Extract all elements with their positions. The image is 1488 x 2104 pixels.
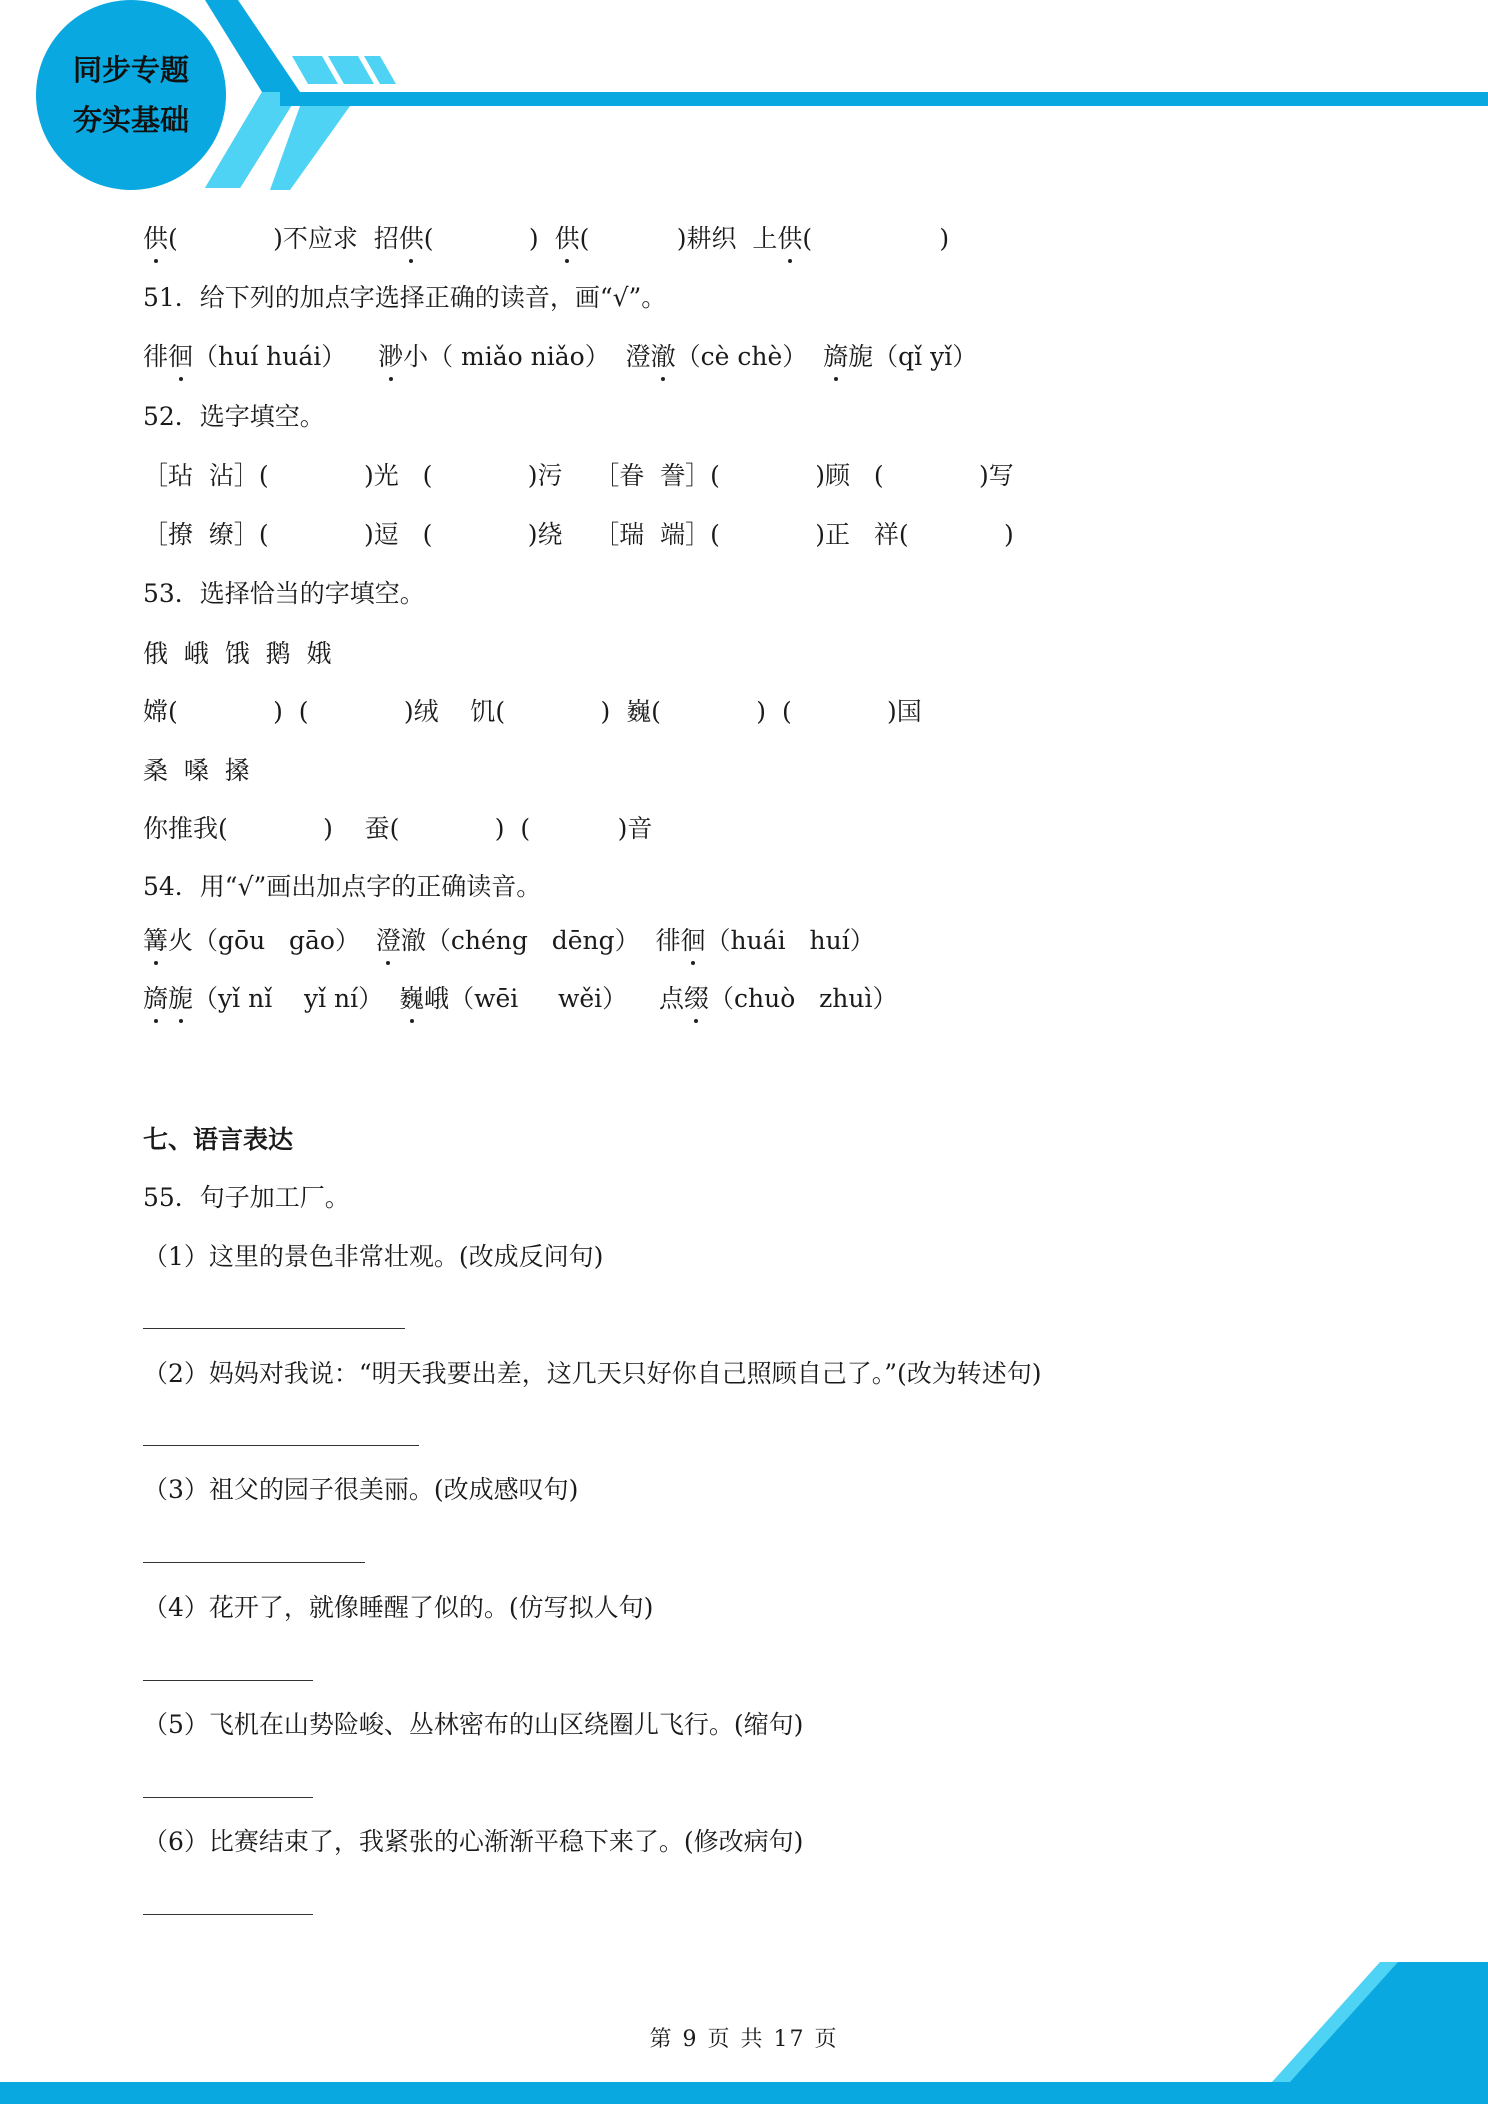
text-line xyxy=(143,637,332,671)
emphasis-dot-char: 澈 xyxy=(651,340,676,374)
text-segment: （6）比赛结束了，我紧张的心渐渐平稳下来了。(修改病句) xyxy=(143,1827,804,1856)
text-line xyxy=(143,870,541,904)
text-segment: （3）祖父的园子很美丽。(改成感叹句) xyxy=(143,1475,579,1504)
answer-line-2 xyxy=(143,1445,419,1446)
text-segment: （yǐ nǐ yǐ ní） xyxy=(193,984,400,1013)
text-line xyxy=(143,924,875,958)
page-number: 第 9 页 共 17 页 xyxy=(649,2027,839,2052)
text-line xyxy=(143,1357,1041,1391)
emphasis-dot-char: 徊 xyxy=(168,340,193,374)
badge-line-2: 夯实基础 xyxy=(72,103,189,137)
text-line xyxy=(143,1181,350,1215)
text-segment: 你推我( ) 蚕( ) ( )音 xyxy=(143,814,653,843)
text-segment: ( ) xyxy=(802,224,950,253)
text-line xyxy=(143,340,977,374)
header-badge xyxy=(36,0,226,190)
text-segment: 小（ miǎo niǎo） 澄 xyxy=(403,342,651,371)
answer-line-6 xyxy=(143,1914,313,1915)
text-segment: 54．用“√”画出加点字的正确读音。 xyxy=(143,872,542,901)
text-segment: 嫦( ) ( )绒 饥( ) 巍( ) ( )国 xyxy=(143,697,922,726)
text-line xyxy=(143,1473,578,1507)
text-line xyxy=(143,400,325,434)
text-line xyxy=(143,577,425,611)
answer-line-1 xyxy=(143,1328,405,1329)
emphasis-dot-char: 巍 xyxy=(399,982,424,1016)
text-line xyxy=(143,281,666,315)
text-segment: （2）妈妈对我说：“明天我要出差，这几天只好你自己照顾自己了。”(改为转述句) xyxy=(143,1359,1042,1388)
text-segment: ( )不应求 招 xyxy=(168,224,399,253)
emphasis-dot-char: 缀 xyxy=(684,982,709,1016)
emphasis-dot-char: 篝 xyxy=(143,924,168,958)
text-line xyxy=(143,518,1014,552)
text-segment: 旎（qǐ yǐ） xyxy=(848,342,978,371)
text-segment: 俄 峨 饿 鹅 娥 xyxy=(143,639,332,668)
text-line xyxy=(143,982,897,1016)
answer-line-4 xyxy=(143,1680,313,1681)
text-segment: 53．选择恰当的字填空。 xyxy=(143,579,425,608)
text-segment: 55．句子加工厂。 xyxy=(143,1183,350,1212)
emphasis-dot-char: 旎 xyxy=(168,982,193,1016)
text-segment: 52．选字填空。 xyxy=(143,402,325,431)
emphasis-dot-char: 旖 xyxy=(143,982,168,1016)
text-segment: 51．给下列的加点字选择正确的读音，画“√”。 xyxy=(143,283,667,312)
text-segment: 火（gōu gāo） xyxy=(168,926,376,955)
text-line xyxy=(143,754,250,788)
text-segment: （cè chè） xyxy=(675,342,824,371)
text-line xyxy=(143,695,922,729)
badge-line-1: 同步专题 xyxy=(72,53,189,87)
text-segment: 七、语言表达 xyxy=(143,1125,294,1154)
text-segment: ［玷 沾］( )光 ( )污 ［眷 誊］( )顾 ( )写 xyxy=(143,461,1014,490)
text-segment: 澈（chéng dēng） 徘 xyxy=(400,926,681,955)
text-segment: ( )耕织 上 xyxy=(579,224,778,253)
emphasis-dot-char: 供 xyxy=(143,222,168,256)
text-segment: 峨（wēi wěi） 点 xyxy=(424,984,684,1013)
text-segment: （1）这里的景色非常壮观。(改成反问句) xyxy=(143,1242,604,1271)
text-segment: （huái huí） xyxy=(705,926,875,955)
text-line xyxy=(143,1825,803,1859)
text-line xyxy=(143,1708,803,1742)
emphasis-dot-char: 渺 xyxy=(378,340,403,374)
answer-line-3 xyxy=(143,1562,365,1563)
text-segment: ［撩 缭］( )逗 ( )绕 ［瑞 端］( )正 祥( ) xyxy=(143,520,1014,549)
text-line xyxy=(143,812,652,846)
emphasis-dot-char: 供 xyxy=(555,222,580,256)
emphasis-dot-char: 供 xyxy=(777,222,802,256)
text-segment: （5）飞机在山势险峻、丛林密布的山区绕圈儿飞行。(缩句) xyxy=(143,1710,804,1739)
text-segment: （chuò zhuì） xyxy=(708,984,898,1013)
text-line xyxy=(143,459,1014,493)
answer-line-5 xyxy=(143,1797,313,1798)
emphasis-dot-char: 旖 xyxy=(823,340,848,374)
text-line xyxy=(143,1240,603,1274)
emphasis-dot-char: 徊 xyxy=(681,924,706,958)
emphasis-dot-char: 供 xyxy=(399,222,424,256)
text-segment: （4）花开了，就像睡醒了似的。(仿写拟人句) xyxy=(143,1593,654,1622)
text-segment: 徘 xyxy=(143,342,169,371)
text-segment: 桑 嗓 搡 xyxy=(143,756,250,785)
section-title xyxy=(143,1123,293,1157)
emphasis-dot-char: 澄 xyxy=(376,924,401,958)
text-segment: ( ) xyxy=(423,224,555,253)
text-line xyxy=(143,222,949,256)
text-segment: （huí huái） xyxy=(193,342,379,371)
text-line xyxy=(143,1591,653,1625)
